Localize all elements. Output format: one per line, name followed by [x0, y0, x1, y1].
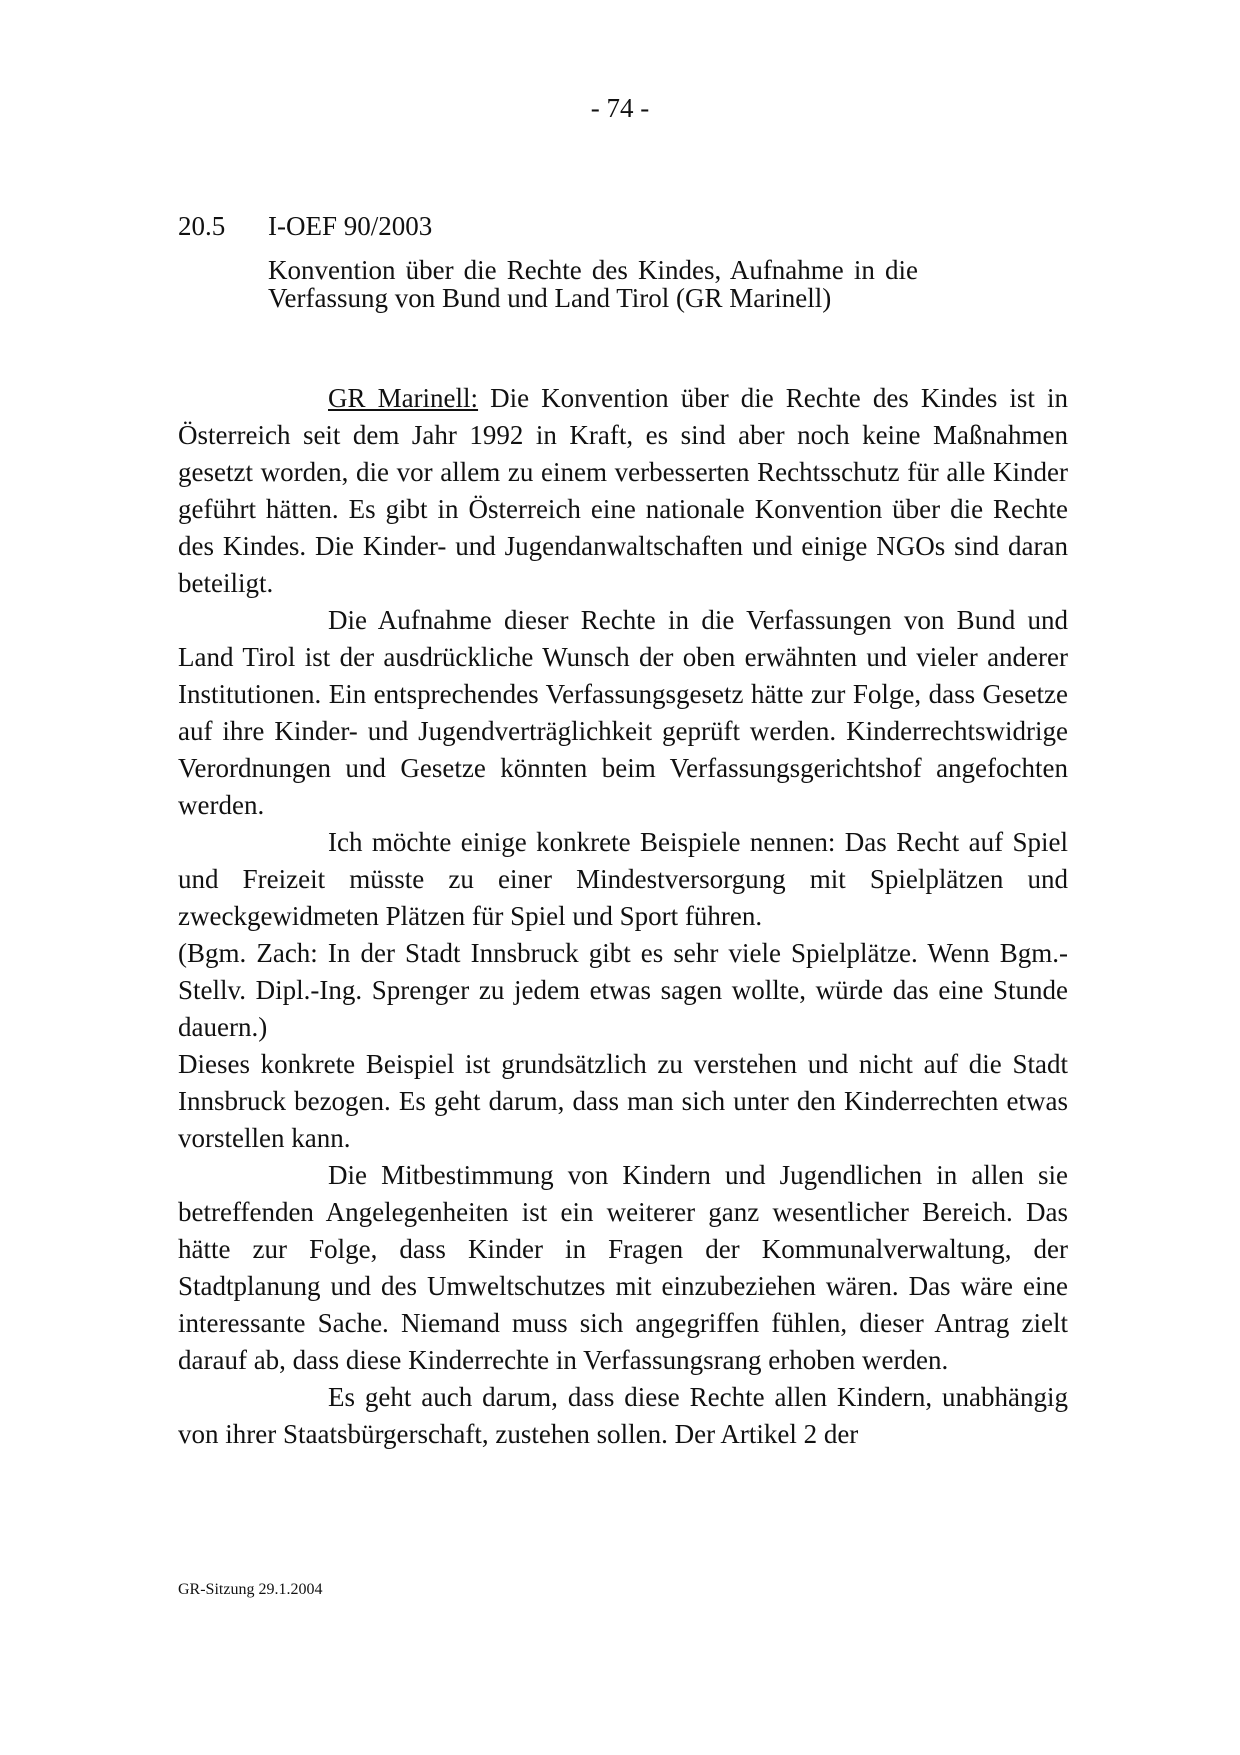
paragraph: Es geht auch darum, dass diese Rechte allen Kindern, unabhängig von ihrer Staatsbürgerschaft, zustehen sollen. Der Artikel 2 der	[178, 1382, 1068, 1449]
paragraph	[178, 380, 1068, 602]
paragraph: Ich möchte einige konkrete Beispiele nennen: Das Recht auf Spiel und Freizeit müsste zu einer Mindestversorgung mit Spielplätzen und zweckgewidmeten Plätzen für Spiel und Sport führen.	[178, 827, 1068, 931]
page-footer: GR-Sitzung 29.1.2004	[178, 1581, 323, 1598]
paragraph: Die Aufnahme dieser Rechte in die Verfassungen von Bund und Land Tirol ist der ausdrückliche Wunsch der oben erwähnten und vieler anderer Institutionen. Ein entsprechendes Verfassungsgesetz hätte zur Folge, dass Gesetze auf ihre Kinder- und Jugendverträglichkeit geprüft werden. Kinderrechtswidrige Verordnungen und Gesetze könnten beim Verfassungsgerichtshof angefochten werden.	[178, 605, 1068, 820]
page-number: - 74 -	[590, 93, 650, 123]
paragraph: Die Mitbestimmung von Kindern und Jugendlichen in allen sie betreffenden Angelegenheiten ist ein weiterer ganz wesentlicher Bereich. Das hätte zur Folge, dass Kinder in Fragen der Kommunalverwaltung, der Stadtplanung und des Umweltschutzes mit einzubeziehen wären. Das wäre eine interessante Sache. Niemand muss sich angegriffen fühlen, dieser Antrag zielt darauf ab, dass diese Kinderrechte in Verfassungsrang erhoben werden.	[178, 1160, 1068, 1375]
minutes-body	[178, 380, 1068, 1453]
agenda-item-number: 20.5	[178, 211, 226, 241]
agenda-item-header	[178, 208, 938, 244]
paragraph: Dieses konkrete Beispiel ist grundsätzlich zu verstehen und nicht auf die Stadt Innsbruck bezogen. Es geht darum, dass man sich unter den Kinderrechten etwas vorstellen kann.	[178, 1049, 1068, 1153]
interjection: (Bgm. Zach: In der Stadt Innsbruck gibt es sehr viele Spielplätze. Wenn Bgm.-Stellv. Dipl.-Ing. Sprenger zu jedem etwas sagen wollte, würde das eine Stunde dauern.)	[178, 938, 1068, 1042]
paragraph-text: Die Konvention über die Rechte des Kindes ist in Österreich seit dem Jahr 1992 in Kraft, es sind aber noch keine Maßnahmen gesetzt worden, die vor allem zu einem verbesserten Rechtsschutz für alle Kinder geführt hätten. Es gibt in Österreich eine nationale Konvention über die Rechte des Kindes. Die Kinder- und Jugendanwaltschaften und einige NGOs sind daran beteiligt.	[178, 383, 1068, 598]
speaker-name: GR Marinell:	[328, 383, 479, 413]
agenda-item-title: Konvention über die Rechte des Kindes, Aufnahme in die Verfassung von Bund und Land Tirol (GR Marinell)	[268, 255, 918, 313]
agenda-item-reference: I-OEF 90/2003	[268, 211, 433, 241]
